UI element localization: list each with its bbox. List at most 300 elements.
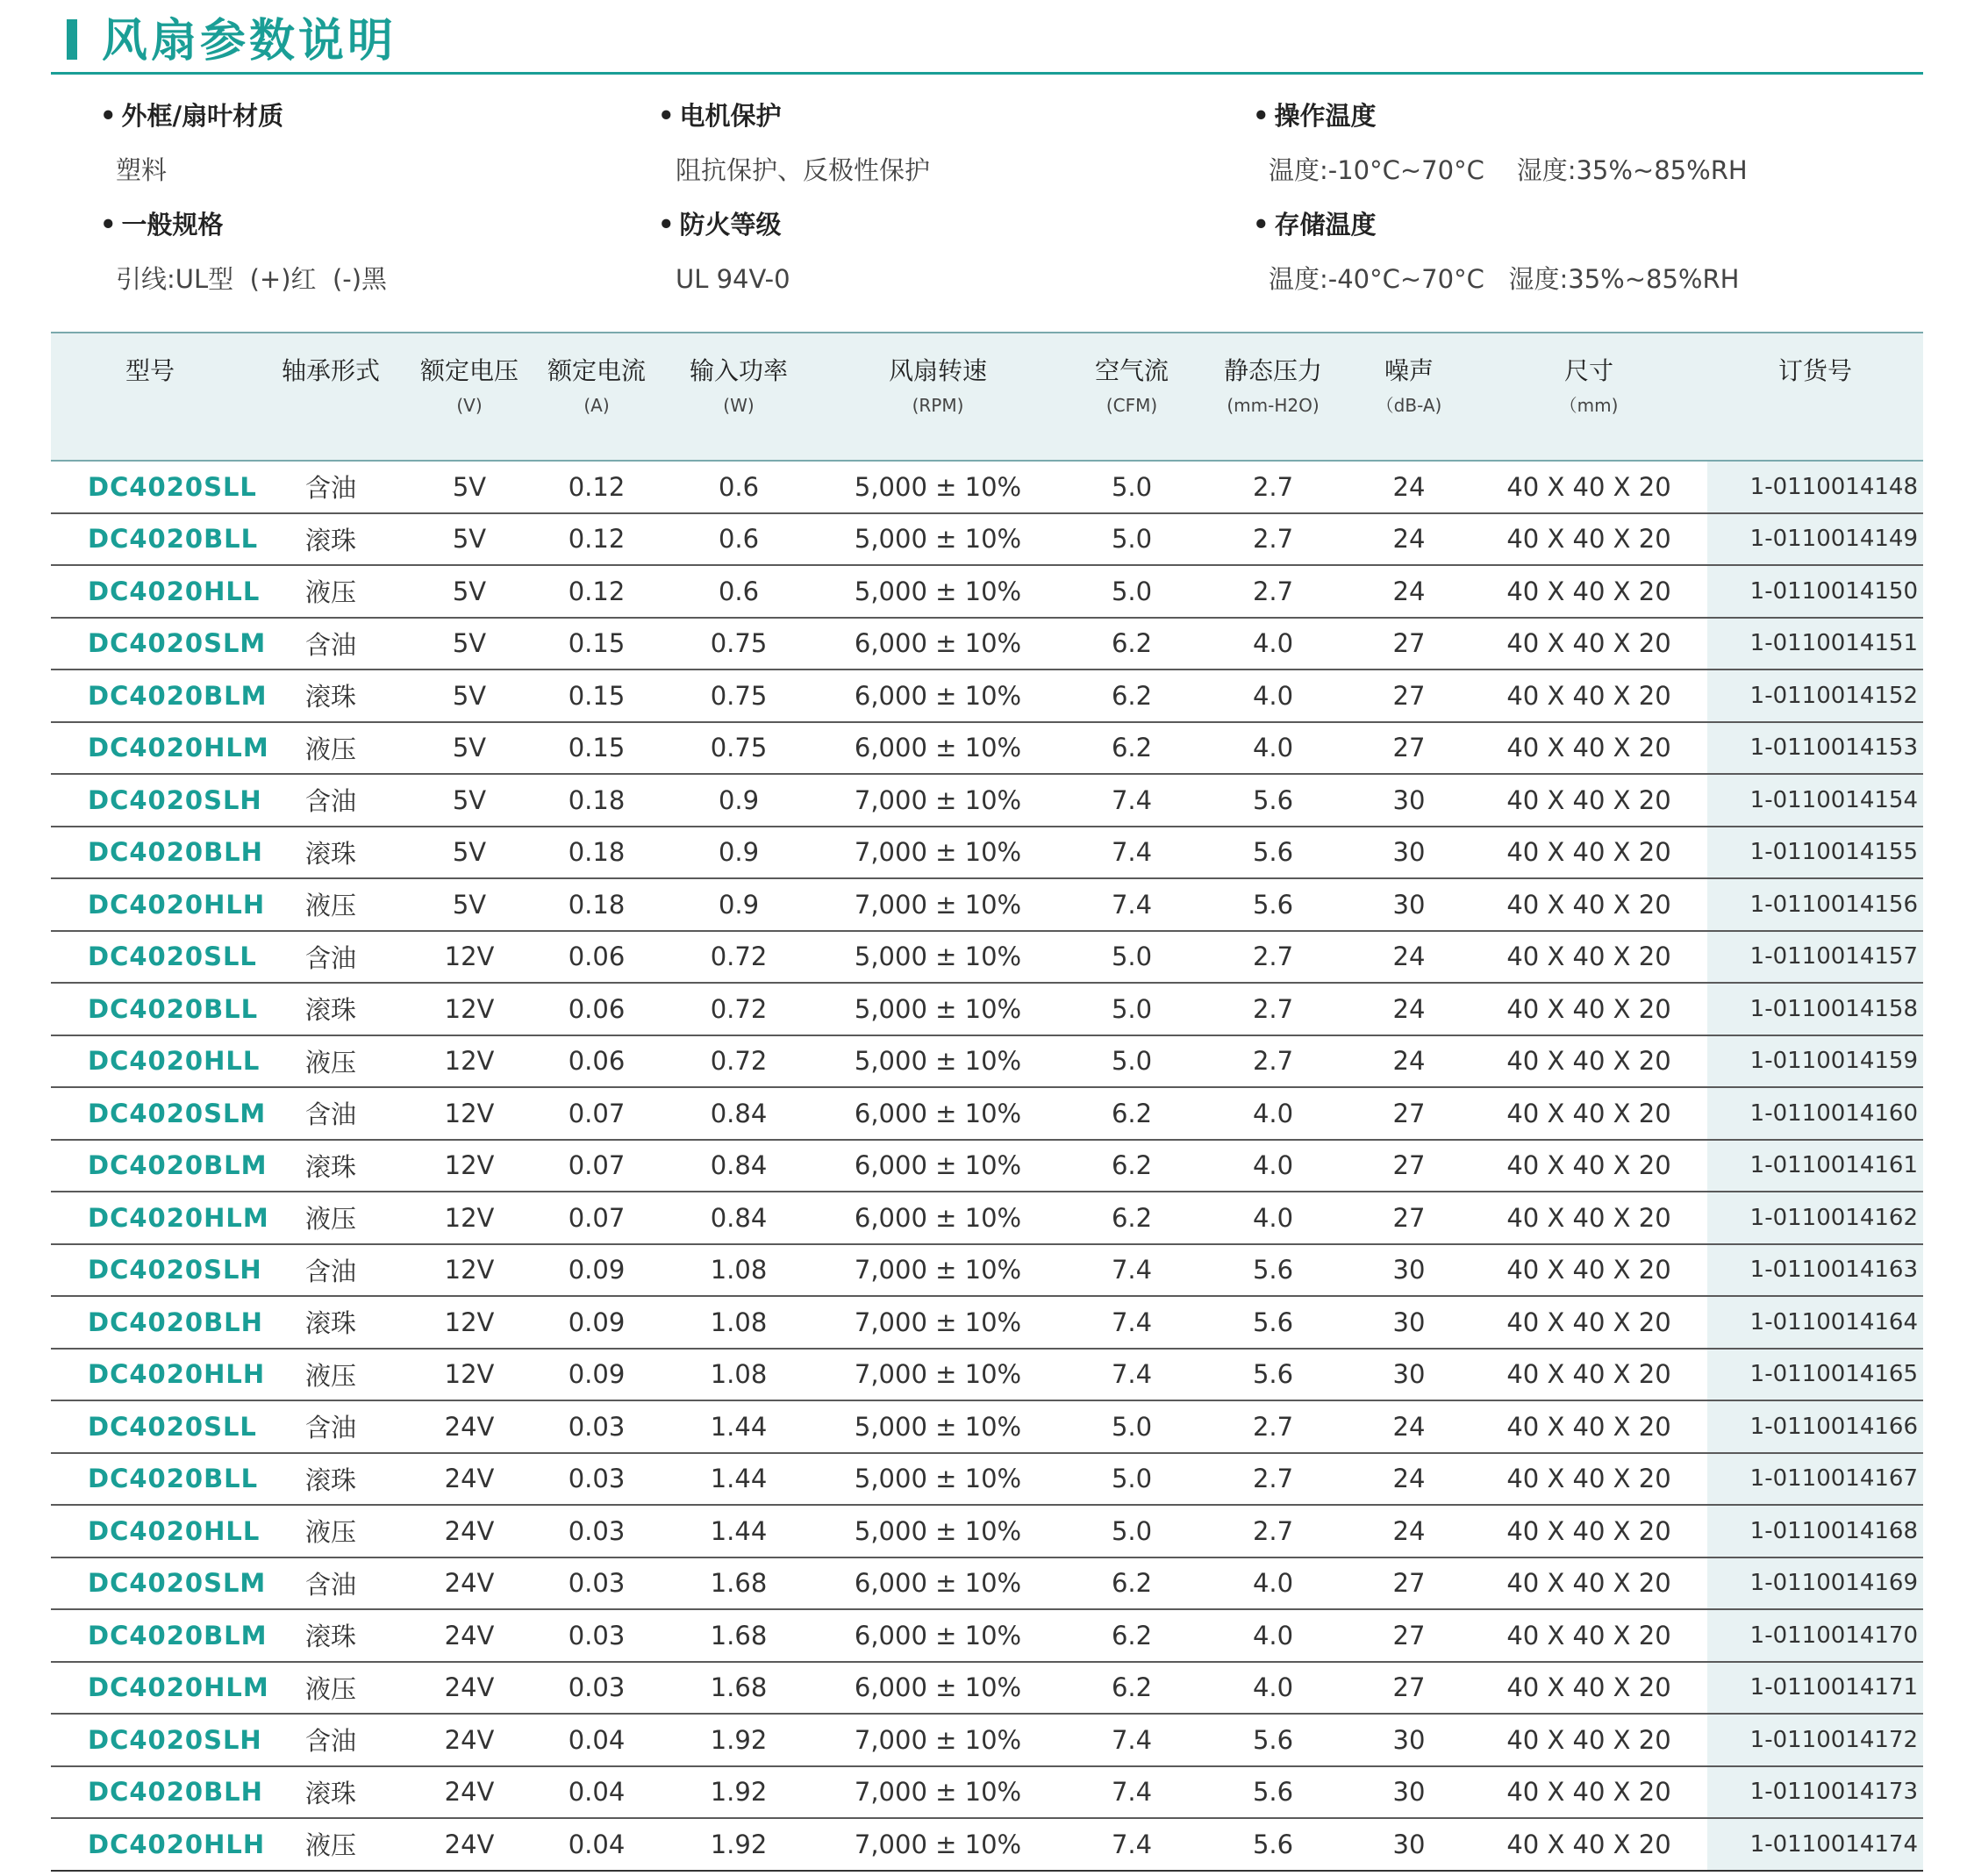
table-row <box>51 618 1923 670</box>
cell-order-number: 1-0110014166 <box>1707 1400 1923 1453</box>
cell-current: 0.04 <box>526 1714 667 1766</box>
cell-order-number: 1-0110014160 <box>1707 1087 1923 1140</box>
cell-noise: 30 <box>1348 774 1470 827</box>
cell-bearing: 液压 <box>249 1818 412 1871</box>
cell-model: DC4020HLM <box>51 1662 249 1715</box>
cell-airflow: 5.0 <box>1065 1400 1198 1453</box>
column-header-unit: (RPM) <box>912 395 964 416</box>
cell-bearing: 滚珠 <box>249 983 412 1035</box>
cell-power: 0.75 <box>667 618 811 670</box>
spec-operating-temp-value: 温度:-10°C~70°C 湿度:35%~85%RH <box>1269 155 1748 185</box>
cell-current: 0.06 <box>526 983 667 1035</box>
cell-model: DC4020SLM <box>51 1087 249 1140</box>
cell-pressure: 5.6 <box>1198 1349 1348 1401</box>
cell-airflow: 6.2 <box>1065 1087 1198 1140</box>
cell-size: 40 X 40 X 20 <box>1470 983 1707 1035</box>
cell-current: 0.18 <box>526 774 667 827</box>
cell-current: 0.12 <box>526 461 667 513</box>
cell-size: 40 X 40 X 20 <box>1470 1296 1707 1349</box>
column-header-unit: （dB-A) <box>1376 395 1442 416</box>
cell-noise: 30 <box>1348 1714 1470 1766</box>
cell-size: 40 X 40 X 20 <box>1470 1818 1707 1871</box>
cell-size: 40 X 40 X 20 <box>1470 1557 1707 1610</box>
table-header-row <box>51 333 1923 461</box>
spec-label-text: 外框/扇叶材质 <box>121 101 284 131</box>
cell-size: 40 X 40 X 20 <box>1470 722 1707 775</box>
cell-speed: 7,000 ± 10% <box>811 1349 1065 1401</box>
cell-airflow: 5.0 <box>1065 565 1198 618</box>
cell-airflow: 6.2 <box>1065 1662 1198 1715</box>
cell-current: 0.06 <box>526 931 667 984</box>
cell-current: 0.03 <box>526 1662 667 1715</box>
cell-voltage: 12V <box>412 1296 526 1349</box>
column-header-voltage <box>412 333 526 461</box>
cell-power: 0.6 <box>667 565 811 618</box>
cell-current: 0.03 <box>526 1453 667 1506</box>
cell-order-number: 1-0110014153 <box>1707 722 1923 775</box>
cell-order-number: 1-0110014151 <box>1707 618 1923 670</box>
cell-speed: 7,000 ± 10% <box>811 827 1065 879</box>
spec-operating-temp-label: • 操作温度 <box>1253 101 1377 131</box>
table-row <box>51 513 1923 566</box>
cell-power: 0.84 <box>667 1192 811 1244</box>
spec-frame-material-label: • 外框/扇叶材质 <box>100 101 284 131</box>
cell-current: 0.15 <box>526 722 667 775</box>
cell-voltage: 12V <box>412 1035 526 1088</box>
cell-noise: 24 <box>1348 983 1470 1035</box>
spec-label-text: 电机保护 <box>679 101 782 131</box>
cell-power: 1.44 <box>667 1400 811 1453</box>
cell-bearing: 含油 <box>249 774 412 827</box>
cell-voltage: 12V <box>412 931 526 984</box>
column-header-pressure <box>1198 333 1348 461</box>
cell-current: 0.18 <box>526 827 667 879</box>
cell-bearing: 含油 <box>249 1557 412 1610</box>
cell-model: DC4020BLM <box>51 1609 249 1662</box>
cell-power: 1.92 <box>667 1766 811 1819</box>
spec-label-text: 一般规格 <box>121 210 224 240</box>
cell-size: 40 X 40 X 20 <box>1470 565 1707 618</box>
column-header-model <box>51 333 249 461</box>
cell-pressure: 5.6 <box>1198 1714 1348 1766</box>
cell-noise: 27 <box>1348 1192 1470 1244</box>
cell-pressure: 4.0 <box>1198 1609 1348 1662</box>
cell-noise: 24 <box>1348 513 1470 566</box>
cell-power: 0.84 <box>667 1140 811 1192</box>
cell-model: DC4020SLH <box>51 1244 249 1297</box>
cell-power: 1.68 <box>667 1609 811 1662</box>
cell-speed: 5,000 ± 10% <box>811 513 1065 566</box>
table-row <box>51 1087 1923 1140</box>
cell-voltage: 12V <box>412 1140 526 1192</box>
cell-size: 40 X 40 X 20 <box>1470 878 1707 931</box>
table-row <box>51 1349 1923 1401</box>
cell-current: 0.15 <box>526 669 667 722</box>
cell-speed: 7,000 ± 10% <box>811 1244 1065 1297</box>
cell-bearing: 滚珠 <box>249 1296 412 1349</box>
cell-voltage: 24V <box>412 1505 526 1557</box>
cell-order-number: 1-0110014155 <box>1707 827 1923 879</box>
cell-model: DC4020HLH <box>51 1818 249 1871</box>
cell-noise: 27 <box>1348 722 1470 775</box>
cell-noise: 27 <box>1348 1557 1470 1610</box>
table-row <box>51 1192 1923 1244</box>
spec-label-text: 防火等级 <box>679 210 782 240</box>
cell-current: 0.03 <box>526 1505 667 1557</box>
cell-model: DC4020HLL <box>51 1505 249 1557</box>
table-row <box>51 983 1923 1035</box>
cell-airflow: 7.4 <box>1065 774 1198 827</box>
cell-airflow: 5.0 <box>1065 931 1198 984</box>
column-header-size <box>1470 333 1707 461</box>
table-row <box>51 1662 1923 1715</box>
column-header-airflow <box>1065 333 1198 461</box>
cell-size: 40 X 40 X 20 <box>1470 1505 1707 1557</box>
cell-size: 40 X 40 X 20 <box>1470 1766 1707 1819</box>
cell-current: 0.09 <box>526 1244 667 1297</box>
cell-noise: 27 <box>1348 1609 1470 1662</box>
cell-size: 40 X 40 X 20 <box>1470 774 1707 827</box>
title-divider <box>51 72 1923 75</box>
cell-order-number: 1-0110014162 <box>1707 1192 1923 1244</box>
cell-power: 0.72 <box>667 983 811 1035</box>
cell-power: 1.92 <box>667 1714 811 1766</box>
cell-bearing: 含油 <box>249 931 412 984</box>
cell-power: 0.84 <box>667 1087 811 1140</box>
cell-noise: 24 <box>1348 1505 1470 1557</box>
cell-noise: 30 <box>1348 878 1470 931</box>
cell-bearing: 液压 <box>249 722 412 775</box>
spec-general-label: • 一般规格 <box>100 210 224 240</box>
cell-size: 40 X 40 X 20 <box>1470 1662 1707 1715</box>
cell-noise: 24 <box>1348 461 1470 513</box>
column-header-unit: (mm-H2O) <box>1227 395 1320 416</box>
cell-pressure: 4.0 <box>1198 722 1348 775</box>
column-header-unit: (A) <box>583 395 610 416</box>
cell-speed: 6,000 ± 10% <box>811 1557 1065 1610</box>
cell-bearing: 滚珠 <box>249 827 412 879</box>
cell-voltage: 5V <box>412 618 526 670</box>
cell-order-number: 1-0110014165 <box>1707 1349 1923 1401</box>
cell-current: 0.07 <box>526 1192 667 1244</box>
cell-size: 40 X 40 X 20 <box>1470 618 1707 670</box>
cell-power: 0.75 <box>667 722 811 775</box>
cell-size: 40 X 40 X 20 <box>1470 1400 1707 1453</box>
cell-speed: 5,000 ± 10% <box>811 931 1065 984</box>
cell-pressure: 2.7 <box>1198 931 1348 984</box>
cell-order-number: 1-0110014168 <box>1707 1505 1923 1557</box>
column-header-label: 静态压力 <box>1223 356 1322 385</box>
cell-pressure: 2.7 <box>1198 513 1348 566</box>
table-row <box>51 1035 1923 1088</box>
cell-pressure: 4.0 <box>1198 1087 1348 1140</box>
cell-size: 40 X 40 X 20 <box>1470 1035 1707 1088</box>
cell-power: 0.9 <box>667 878 811 931</box>
cell-voltage: 24V <box>412 1766 526 1819</box>
cell-bearing: 滚珠 <box>249 1609 412 1662</box>
cell-voltage: 5V <box>412 722 526 775</box>
cell-speed: 6,000 ± 10% <box>811 1140 1065 1192</box>
cell-power: 1.44 <box>667 1505 811 1557</box>
cell-airflow: 7.4 <box>1065 1296 1198 1349</box>
cell-noise: 30 <box>1348 1296 1470 1349</box>
column-header-label: 尺寸 <box>1563 356 1613 385</box>
table-row <box>51 1766 1923 1819</box>
cell-current: 0.07 <box>526 1087 667 1140</box>
cell-power: 1.44 <box>667 1453 811 1506</box>
spec-fire-rating-label: • 防火等级 <box>658 210 782 240</box>
table-body <box>51 461 1923 1871</box>
cell-airflow: 5.0 <box>1065 513 1198 566</box>
cell-power: 0.6 <box>667 461 811 513</box>
cell-bearing: 含油 <box>249 1244 412 1297</box>
cell-airflow: 5.0 <box>1065 1453 1198 1506</box>
cell-model: DC4020HLL <box>51 565 249 618</box>
spec-motor-protection-value: 阻抗保护、反极性保护 <box>676 155 931 185</box>
cell-speed: 6,000 ± 10% <box>811 669 1065 722</box>
cell-current: 0.18 <box>526 878 667 931</box>
cell-current: 0.03 <box>526 1400 667 1453</box>
cell-bearing: 含油 <box>249 618 412 670</box>
cell-speed: 7,000 ± 10% <box>811 878 1065 931</box>
cell-pressure: 4.0 <box>1198 1662 1348 1715</box>
cell-power: 1.68 <box>667 1557 811 1610</box>
cell-order-number: 1-0110014171 <box>1707 1662 1923 1715</box>
column-header-label: 空气流 <box>1094 356 1169 385</box>
cell-model: DC4020BLM <box>51 669 249 722</box>
cell-pressure: 2.7 <box>1198 1035 1348 1088</box>
cell-speed: 7,000 ± 10% <box>811 1714 1065 1766</box>
cell-voltage: 12V <box>412 1349 526 1401</box>
cell-power: 1.08 <box>667 1244 811 1297</box>
cell-model: DC4020SLM <box>51 618 249 670</box>
cell-bearing: 滚珠 <box>249 669 412 722</box>
cell-bearing: 滚珠 <box>249 1453 412 1506</box>
cell-bearing: 含油 <box>249 1087 412 1140</box>
cell-voltage: 5V <box>412 461 526 513</box>
cell-order-number: 1-0110014154 <box>1707 774 1923 827</box>
cell-airflow: 5.0 <box>1065 1505 1198 1557</box>
cell-order-number: 1-0110014159 <box>1707 1035 1923 1088</box>
column-header-label: 轴承形式 <box>281 356 380 385</box>
cell-airflow: 6.2 <box>1065 722 1198 775</box>
cell-noise: 27 <box>1348 618 1470 670</box>
column-header-power <box>667 333 811 461</box>
cell-current: 0.07 <box>526 1140 667 1192</box>
cell-power: 0.72 <box>667 1035 811 1088</box>
cell-bearing: 液压 <box>249 1662 412 1715</box>
cell-bearing: 含油 <box>249 1714 412 1766</box>
cell-noise: 30 <box>1348 827 1470 879</box>
cell-order-number: 1-0110014174 <box>1707 1818 1923 1871</box>
cell-speed: 5,000 ± 10% <box>811 565 1065 618</box>
cell-noise: 24 <box>1348 1453 1470 1506</box>
column-header-unit: (CFM) <box>1105 395 1158 416</box>
cell-voltage: 5V <box>412 774 526 827</box>
cell-noise: 30 <box>1348 1818 1470 1871</box>
cell-speed: 5,000 ± 10% <box>811 983 1065 1035</box>
cell-pressure: 4.0 <box>1198 618 1348 670</box>
cell-noise: 24 <box>1348 1035 1470 1088</box>
cell-size: 40 X 40 X 20 <box>1470 1192 1707 1244</box>
cell-current: 0.03 <box>526 1609 667 1662</box>
cell-airflow: 7.4 <box>1065 827 1198 879</box>
cell-noise: 27 <box>1348 669 1470 722</box>
cell-airflow: 7.4 <box>1065 1818 1198 1871</box>
cell-speed: 7,000 ± 10% <box>811 1766 1065 1819</box>
cell-airflow: 6.2 <box>1065 1557 1198 1610</box>
cell-model: DC4020HLM <box>51 722 249 775</box>
cell-noise: 30 <box>1348 1349 1470 1401</box>
table-row <box>51 1609 1923 1662</box>
cell-speed: 7,000 ± 10% <box>811 1296 1065 1349</box>
cell-model: DC4020SLL <box>51 931 249 984</box>
cell-voltage: 5V <box>412 669 526 722</box>
cell-speed: 6,000 ± 10% <box>811 1192 1065 1244</box>
cell-pressure: 4.0 <box>1198 1140 1348 1192</box>
cell-airflow: 6.2 <box>1065 669 1198 722</box>
cell-speed: 6,000 ± 10% <box>811 1087 1065 1140</box>
table-row <box>51 1140 1923 1192</box>
cell-speed: 5,000 ± 10% <box>811 461 1065 513</box>
cell-voltage: 12V <box>412 1087 526 1140</box>
column-header-label: 输入功率 <box>689 356 788 385</box>
cell-model: DC4020BLH <box>51 827 249 879</box>
cell-pressure: 5.6 <box>1198 878 1348 931</box>
cell-pressure: 2.7 <box>1198 461 1348 513</box>
cell-noise: 24 <box>1348 1400 1470 1453</box>
spec-frame-material-value: 塑料 <box>116 155 168 185</box>
cell-pressure: 4.0 <box>1198 669 1348 722</box>
table-row <box>51 1400 1923 1453</box>
spec-label-text: 存储温度 <box>1274 210 1377 240</box>
cell-bearing: 液压 <box>249 565 412 618</box>
cell-airflow: 7.4 <box>1065 1766 1198 1819</box>
cell-size: 40 X 40 X 20 <box>1470 1349 1707 1401</box>
column-header-order-number <box>1707 333 1923 461</box>
cell-power: 0.6 <box>667 513 811 566</box>
cell-voltage: 24V <box>412 1609 526 1662</box>
spec-storage-temp-label: • 存储温度 <box>1253 210 1377 240</box>
cell-order-number: 1-0110014156 <box>1707 878 1923 931</box>
cell-size: 40 X 40 X 20 <box>1470 1714 1707 1766</box>
cell-airflow: 5.0 <box>1065 461 1198 513</box>
cell-airflow: 5.0 <box>1065 1035 1198 1088</box>
table-row <box>51 669 1923 722</box>
cell-current: 0.12 <box>526 513 667 566</box>
cell-noise: 30 <box>1348 1766 1470 1819</box>
cell-noise: 27 <box>1348 1662 1470 1715</box>
spec-storage-temp-value: 温度:-40°C~70°C 湿度:35%~85%RH <box>1269 264 1740 294</box>
cell-noise: 27 <box>1348 1140 1470 1192</box>
fan-spec-table <box>51 332 1923 1872</box>
cell-current: 0.06 <box>526 1035 667 1088</box>
cell-pressure: 5.6 <box>1198 1766 1348 1819</box>
cell-airflow: 6.2 <box>1065 1609 1198 1662</box>
cell-order-number: 1-0110014163 <box>1707 1244 1923 1297</box>
cell-noise: 24 <box>1348 931 1470 984</box>
table-row <box>51 565 1923 618</box>
column-header-current <box>526 333 667 461</box>
table-row <box>51 1244 1923 1297</box>
cell-voltage: 5V <box>412 827 526 879</box>
cell-speed: 6,000 ± 10% <box>811 1609 1065 1662</box>
cell-pressure: 5.6 <box>1198 1244 1348 1297</box>
cell-current: 0.03 <box>526 1557 667 1610</box>
column-header-bearing <box>249 333 412 461</box>
cell-order-number: 1-0110014164 <box>1707 1296 1923 1349</box>
cell-size: 40 X 40 X 20 <box>1470 827 1707 879</box>
cell-speed: 5,000 ± 10% <box>811 1505 1065 1557</box>
column-header-label: 订货号 <box>1777 356 1852 385</box>
cell-model: DC4020BLL <box>51 513 249 566</box>
cell-speed: 6,000 ± 10% <box>811 1662 1065 1715</box>
cell-bearing: 液压 <box>249 1349 412 1401</box>
cell-size: 40 X 40 X 20 <box>1470 669 1707 722</box>
cell-voltage: 24V <box>412 1714 526 1766</box>
spec-motor-protection-label: • 电机保护 <box>658 101 782 131</box>
cell-current: 0.09 <box>526 1296 667 1349</box>
table-row <box>51 827 1923 879</box>
cell-pressure: 4.0 <box>1198 1557 1348 1610</box>
cell-pressure: 5.6 <box>1198 827 1348 879</box>
cell-voltage: 24V <box>412 1400 526 1453</box>
cell-power: 0.9 <box>667 774 811 827</box>
table-row <box>51 461 1923 513</box>
column-header-label: 额定电压 <box>419 356 519 385</box>
cell-voltage: 24V <box>412 1557 526 1610</box>
spec-general-value: 引线:UL型 (+)红 (-)黑 <box>116 264 388 294</box>
cell-pressure: 5.6 <box>1198 774 1348 827</box>
cell-model: DC4020BLL <box>51 1453 249 1506</box>
cell-order-number: 1-0110014152 <box>1707 669 1923 722</box>
page-title: 风扇参数说明 <box>102 15 397 68</box>
cell-model: DC4020HLL <box>51 1035 249 1088</box>
title-accent-bar <box>67 19 77 60</box>
table-row <box>51 1818 1923 1871</box>
cell-size: 40 X 40 X 20 <box>1470 1609 1707 1662</box>
cell-airflow: 6.2 <box>1065 618 1198 670</box>
cell-bearing: 滚珠 <box>249 513 412 566</box>
cell-pressure: 5.6 <box>1198 1818 1348 1871</box>
cell-model: DC4020HLH <box>51 1349 249 1401</box>
spec-label-text: 操作温度 <box>1274 101 1377 131</box>
cell-order-number: 1-0110014173 <box>1707 1766 1923 1819</box>
column-header-noise <box>1348 333 1470 461</box>
table-row <box>51 1505 1923 1557</box>
column-header-label: 风扇转速 <box>888 356 987 385</box>
column-header-unit: (W) <box>723 395 755 416</box>
cell-bearing: 含油 <box>249 461 412 513</box>
cell-bearing: 滚珠 <box>249 1766 412 1819</box>
cell-pressure: 5.6 <box>1198 1296 1348 1349</box>
cell-airflow: 7.4 <box>1065 1244 1198 1297</box>
cell-model: DC4020BLL <box>51 983 249 1035</box>
cell-pressure: 2.7 <box>1198 1453 1348 1506</box>
cell-pressure: 4.0 <box>1198 1192 1348 1244</box>
cell-model: DC4020BLM <box>51 1140 249 1192</box>
cell-current: 0.04 <box>526 1766 667 1819</box>
cell-power: 0.9 <box>667 827 811 879</box>
cell-bearing: 液压 <box>249 1192 412 1244</box>
cell-voltage: 24V <box>412 1818 526 1871</box>
cell-current: 0.15 <box>526 618 667 670</box>
cell-speed: 6,000 ± 10% <box>811 618 1065 670</box>
cell-bearing: 含油 <box>249 1400 412 1453</box>
cell-order-number: 1-0110014148 <box>1707 461 1923 513</box>
cell-size: 40 X 40 X 20 <box>1470 1087 1707 1140</box>
cell-speed: 7,000 ± 10% <box>811 774 1065 827</box>
